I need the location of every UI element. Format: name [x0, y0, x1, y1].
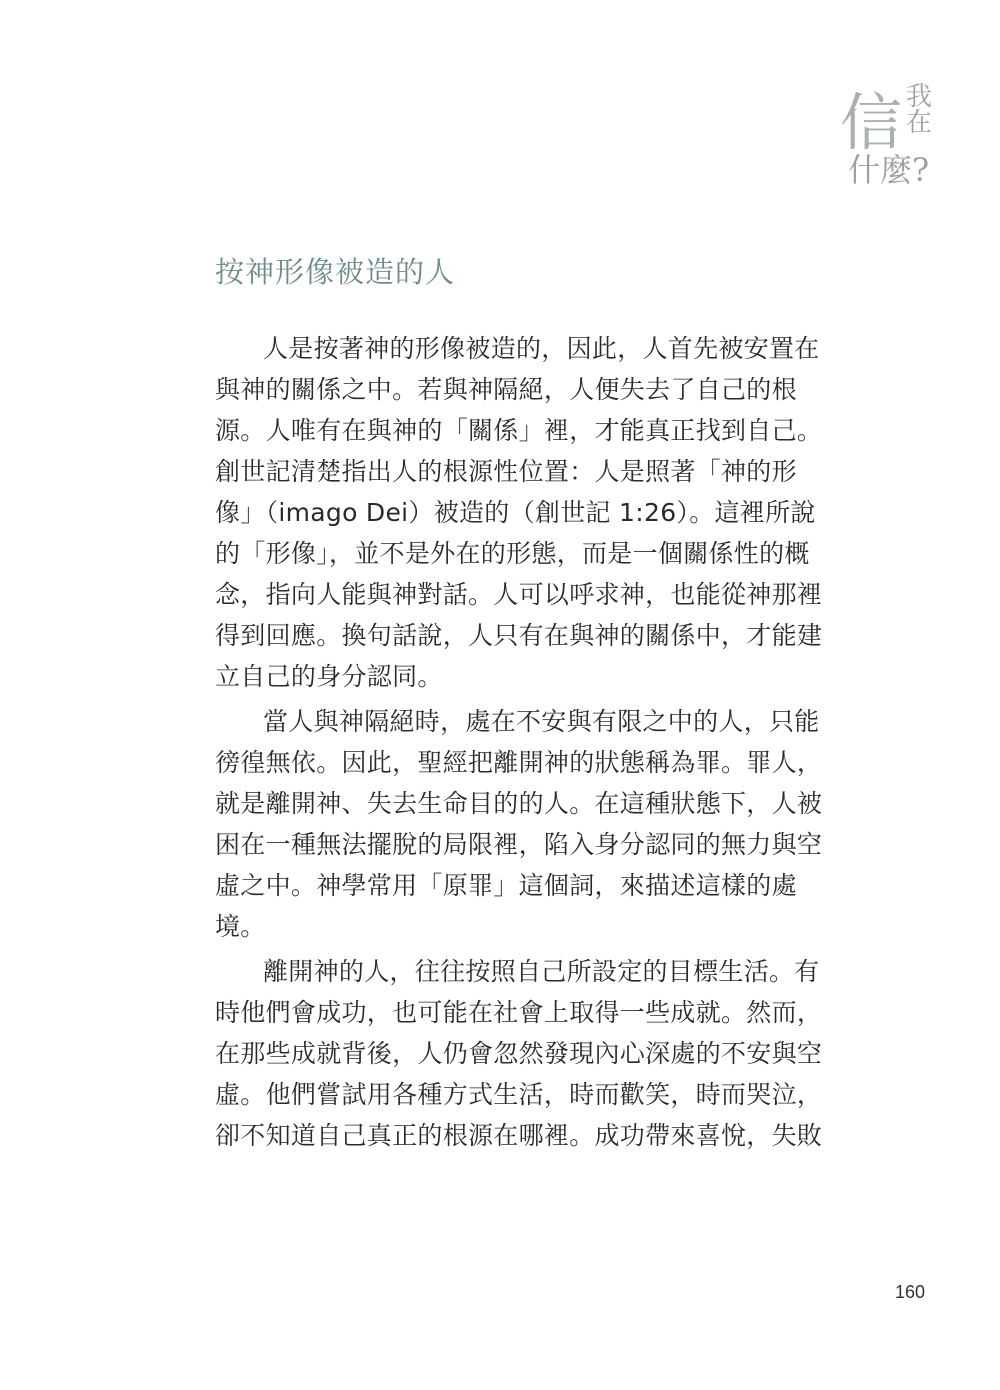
- text-line: 人是按著神的形像被造的，因此，人首先被安置在: [263, 334, 820, 363]
- text-line: 虛。他們嘗試用各種方式生活，時而歡笑，時而哭泣，: [215, 1080, 823, 1109]
- text-line: 境。: [215, 912, 266, 941]
- text-line: 就是離開神、失去生命目的的人。在這種狀態下，人被: [215, 789, 823, 818]
- text-line: 與神的關係之中。若與神隔絕，人便失去了自己的根: [215, 375, 797, 404]
- body-text: [215, 328, 823, 1160]
- text-line: 卻不知道自己真正的根源在哪裡。成功帶來喜悅，失敗: [215, 1121, 823, 1150]
- text-line: 立自己的身分認同。: [215, 662, 443, 691]
- text-line: 像」（imago Dei）被造的（創世記 1:26）。這裡所說: [215, 498, 816, 527]
- text-line: 源。人唯有在與神的「關係」裡，才能真正找到自己。: [215, 416, 823, 445]
- text-line: 的「形像」，並不是外在的形態，而是一個關係性的概: [215, 539, 810, 568]
- text-line: 創世記清楚指出人的根源性位置：人是照著「神的形: [215, 457, 797, 486]
- section-title: 按神形像被造的人: [215, 255, 456, 289]
- text-line: 念，指向人能與神對話。人可以呼求神，也能從神那裡: [215, 580, 823, 609]
- logo-char-3: 什麼?: [848, 151, 930, 189]
- book-logo: [830, 80, 970, 210]
- logo-char-1: 我: [906, 82, 933, 112]
- logo-char-big: 信: [840, 86, 903, 159]
- page-number: 160: [895, 1282, 926, 1302]
- text-line: 時他們會成功，也可能在社會上取得一些成就。然而，: [215, 998, 823, 1027]
- text-line: 徬徨無依。因此，聖經把離開神的狀態稱為罪。罪人，: [215, 748, 823, 777]
- paragraph-1: [215, 328, 823, 697]
- text-line: 得到回應。換句話說，人只有在與神的關係中，才能建: [215, 621, 823, 650]
- text-line: 離開神的人，往往按照自己所設定的目標生活。有: [263, 957, 820, 986]
- text-line: 困在一種無法擺脫的局限裡，陷入身分認同的無力與空: [215, 830, 823, 859]
- paragraph-3: [215, 951, 823, 1156]
- text-line: 在那些成就背後，人仍會忽然發現內心深處的不安與空: [215, 1039, 823, 1068]
- text-line: 當人與神隔絕時，處在不安與有限之中的人，只能: [263, 707, 820, 736]
- paragraph-2: [215, 701, 823, 947]
- text-line: 虛之中。神學常用「原罪」這個詞，來描述這樣的處: [215, 871, 797, 900]
- logo-char-2: 在: [906, 108, 933, 138]
